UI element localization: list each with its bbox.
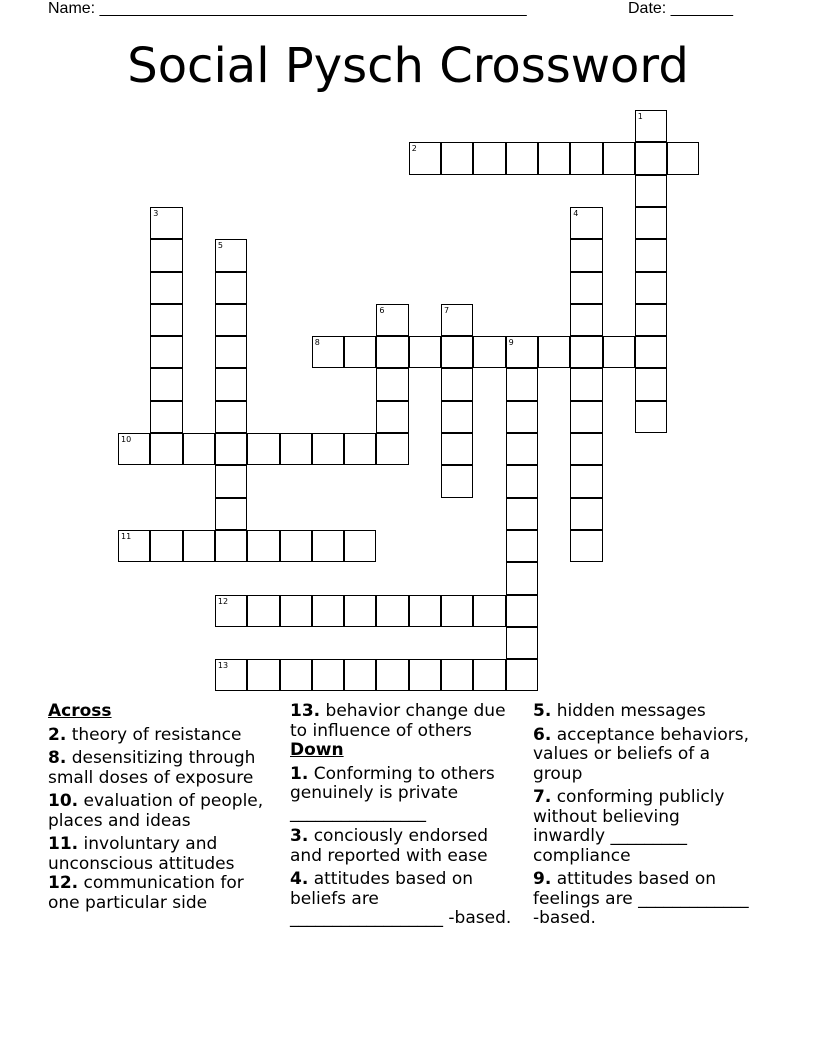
grid-cell[interactable] <box>312 595 344 627</box>
across-heading: Across <box>48 701 112 721</box>
grid-cell[interactable] <box>215 401 247 433</box>
clue-across-13 <box>290 702 520 741</box>
clue-number: 7. <box>533 787 552 807</box>
grid-cell[interactable] <box>635 336 667 368</box>
clue-number: 9. <box>533 869 552 889</box>
clue-text: acceptance behaviors, values or beliefs of a group <box>533 724 750 784</box>
grid-cell[interactable] <box>506 368 538 400</box>
grid-cell[interactable] <box>344 659 376 691</box>
cell-number: 1 <box>637 112 643 121</box>
grid-cell[interactable] <box>506 659 538 691</box>
cell-number: 7 <box>444 305 450 315</box>
clue-text: conciously endorsed and reported with ease <box>290 826 489 866</box>
grid-cell[interactable] <box>506 627 538 659</box>
grid-cell[interactable] <box>280 433 312 465</box>
grid-cell[interactable] <box>538 336 570 368</box>
grid-cell[interactable] <box>570 336 602 368</box>
grid-cell[interactable] <box>376 401 408 433</box>
grid-cell[interactable] <box>312 530 344 562</box>
grid-cell[interactable] <box>150 433 182 465</box>
grid-cell[interactable] <box>312 336 344 368</box>
clue-number: 4. <box>290 869 309 889</box>
clue-text: theory of resistance <box>71 724 242 745</box>
clue-down-5 <box>533 702 753 722</box>
grid-cell[interactable] <box>376 433 408 465</box>
grid-cell[interactable] <box>409 142 441 174</box>
grid-cell[interactable] <box>280 659 312 691</box>
clue-across-2 <box>48 726 278 746</box>
clue-down-7 <box>533 788 753 866</box>
clue-text: involuntary and unconscious attitudes <box>48 834 235 874</box>
grid-cell[interactable] <box>570 142 602 174</box>
grid-cell[interactable] <box>150 530 182 562</box>
grid-cell[interactable] <box>635 207 667 239</box>
grid-cell[interactable] <box>635 239 667 271</box>
clue-text: conforming publicly without believing inwardly _________ compliance <box>533 787 725 866</box>
grid-cell[interactable] <box>473 142 505 174</box>
grid-cell[interactable] <box>473 336 505 368</box>
clue-across-12 <box>48 874 278 913</box>
grid-cell[interactable] <box>183 433 215 465</box>
grid-cell[interactable] <box>215 530 247 562</box>
grid-cell[interactable] <box>247 433 279 465</box>
grid-cell[interactable] <box>441 368 473 400</box>
grid-cell[interactable] <box>150 239 182 271</box>
grid-cell[interactable] <box>635 368 667 400</box>
grid-cell[interactable] <box>506 562 538 594</box>
clue-down-1 <box>290 765 520 824</box>
grid-cell[interactable] <box>441 142 473 174</box>
grid-cell[interactable] <box>506 530 538 562</box>
clue-down-9 <box>533 870 753 929</box>
page-title: Social Pysch Crossword <box>127 38 689 94</box>
grid-cell[interactable] <box>247 595 279 627</box>
clue-text: attitudes based on feelings are _____________ -based. <box>533 869 749 928</box>
grid-cell[interactable] <box>344 530 376 562</box>
cell-number: 8 <box>314 338 320 348</box>
clue-column-1 <box>48 702 278 913</box>
grid-cell[interactable] <box>506 336 538 368</box>
grid-cell[interactable] <box>441 465 473 497</box>
grid-cell[interactable] <box>215 272 247 304</box>
grid-cell[interactable] <box>150 336 182 368</box>
grid-cell[interactable] <box>215 433 247 465</box>
grid-cell[interactable] <box>215 239 247 271</box>
grid-cell[interactable] <box>441 595 473 627</box>
grid-cell[interactable] <box>215 595 247 627</box>
clue-across-10 <box>48 792 278 831</box>
grid-cell[interactable] <box>150 368 182 400</box>
clue-text: desensitizing through small doses of exposure <box>48 748 256 788</box>
clue-number: 6. <box>533 724 552 745</box>
grid-cell[interactable] <box>667 142 699 174</box>
grid-cell[interactable] <box>538 142 570 174</box>
grid-cell[interactable] <box>150 272 182 304</box>
clue-number: 10. <box>48 791 79 811</box>
cell-number: 11 <box>121 531 132 541</box>
clue-column-2 <box>290 702 520 929</box>
clue-number: 5. <box>533 701 552 721</box>
clue-number: 8. <box>48 748 67 768</box>
cell-number: 4 <box>573 208 579 218</box>
clue-number: 3. <box>290 826 309 846</box>
grid-cell[interactable] <box>150 304 182 336</box>
grid-cell[interactable] <box>376 304 408 336</box>
grid-cell[interactable] <box>473 595 505 627</box>
grid-cell[interactable] <box>312 659 344 691</box>
grid-cell[interactable] <box>376 595 408 627</box>
clue-down-4 <box>290 870 520 929</box>
grid-cell[interactable] <box>247 659 279 691</box>
grid-cell[interactable] <box>150 207 182 239</box>
grid-cell[interactable] <box>635 110 667 142</box>
grid-cell[interactable] <box>570 304 602 336</box>
clue-text: attitudes based on beliefs are __________________ -based. <box>290 869 512 928</box>
clue-number: 1. <box>290 763 309 784</box>
grid-cell[interactable] <box>570 368 602 400</box>
grid-cell[interactable] <box>280 595 312 627</box>
clue-text: behavior change due to influence of others <box>290 701 506 741</box>
clue-number: 2. <box>48 724 67 745</box>
cell-number: 5 <box>217 241 223 251</box>
grid-cell[interactable] <box>441 433 473 465</box>
grid-cell[interactable] <box>215 465 247 497</box>
clue-column-3 <box>533 702 753 929</box>
cell-number: 6 <box>379 305 385 315</box>
grid-cell[interactable] <box>215 368 247 400</box>
grid-cell[interactable] <box>409 336 441 368</box>
grid-cell[interactable] <box>118 433 150 465</box>
grid-cell[interactable] <box>635 272 667 304</box>
cell-number: 9 <box>508 338 514 348</box>
grid-cell[interactable] <box>506 433 538 465</box>
grid-cell[interactable] <box>635 304 667 336</box>
clue-across-11 <box>48 835 278 874</box>
grid-cell[interactable] <box>603 336 635 368</box>
grid-cell[interactable] <box>441 336 473 368</box>
grid-cell[interactable] <box>441 304 473 336</box>
grid-cell[interactable] <box>473 659 505 691</box>
clue-number: 12. <box>48 873 79 893</box>
cell-number: 2 <box>411 144 417 154</box>
grid-cell[interactable] <box>570 530 602 562</box>
grid-cell[interactable] <box>570 433 602 465</box>
grid-cell[interactable] <box>441 401 473 433</box>
grid-cell[interactable] <box>215 498 247 530</box>
grid-cell[interactable] <box>376 368 408 400</box>
clue-down-3 <box>290 827 520 866</box>
grid-cell[interactable] <box>344 336 376 368</box>
grid-cell[interactable] <box>215 304 247 336</box>
grid-cell[interactable] <box>570 272 602 304</box>
grid-cell[interactable] <box>570 465 602 497</box>
grid-cell[interactable] <box>441 659 473 691</box>
clue-across-8 <box>48 749 278 788</box>
grid-cell[interactable] <box>506 498 538 530</box>
clue-number: 11. <box>48 834 79 854</box>
clue-text: hidden messages <box>556 701 706 721</box>
grid-cell[interactable] <box>409 659 441 691</box>
grid-cell[interactable] <box>247 530 279 562</box>
cell-number: 10 <box>121 435 132 444</box>
down-heading: Down <box>290 740 344 760</box>
grid-cell[interactable] <box>506 595 538 627</box>
grid-cell[interactable] <box>150 401 182 433</box>
grid-cell[interactable] <box>183 530 215 562</box>
grid-cell[interactable] <box>215 659 247 691</box>
grid-cell[interactable] <box>635 401 667 433</box>
clue-text: communication for one particular side <box>48 873 244 913</box>
grid-cell[interactable] <box>570 498 602 530</box>
grid-cell[interactable] <box>344 433 376 465</box>
grid-cell[interactable] <box>118 530 150 562</box>
cell-number: 3 <box>153 208 159 218</box>
grid-cell[interactable] <box>603 142 635 174</box>
grid-cell[interactable] <box>635 142 667 174</box>
grid-cell[interactable] <box>312 433 344 465</box>
clue-text: evaluation of people, places and ideas <box>48 791 264 831</box>
grid-cell[interactable] <box>570 239 602 271</box>
grid-cell[interactable] <box>506 465 538 497</box>
grid-cell[interactable] <box>215 336 247 368</box>
cell-number: 12 <box>217 596 229 606</box>
name-field: Name: ________________________________________________ <box>48 0 527 17</box>
grid-cell[interactable] <box>570 207 602 239</box>
grid-cell[interactable] <box>376 659 408 691</box>
date-field: Date: _______ <box>628 0 733 17</box>
grid-cell[interactable] <box>506 142 538 174</box>
cell-number: 13 <box>217 661 229 671</box>
grid-cell[interactable] <box>409 595 441 627</box>
grid-cell[interactable] <box>635 175 667 207</box>
clue-number: 13. <box>290 701 321 721</box>
grid-cell[interactable] <box>344 595 376 627</box>
clue-down-6 <box>533 726 753 785</box>
grid-cell[interactable] <box>570 401 602 433</box>
grid-cell[interactable] <box>280 530 312 562</box>
grid-cell[interactable] <box>506 401 538 433</box>
clue-text: Conforming to others genuinely is private ________________ <box>290 763 495 823</box>
grid-cell[interactable] <box>376 336 408 368</box>
